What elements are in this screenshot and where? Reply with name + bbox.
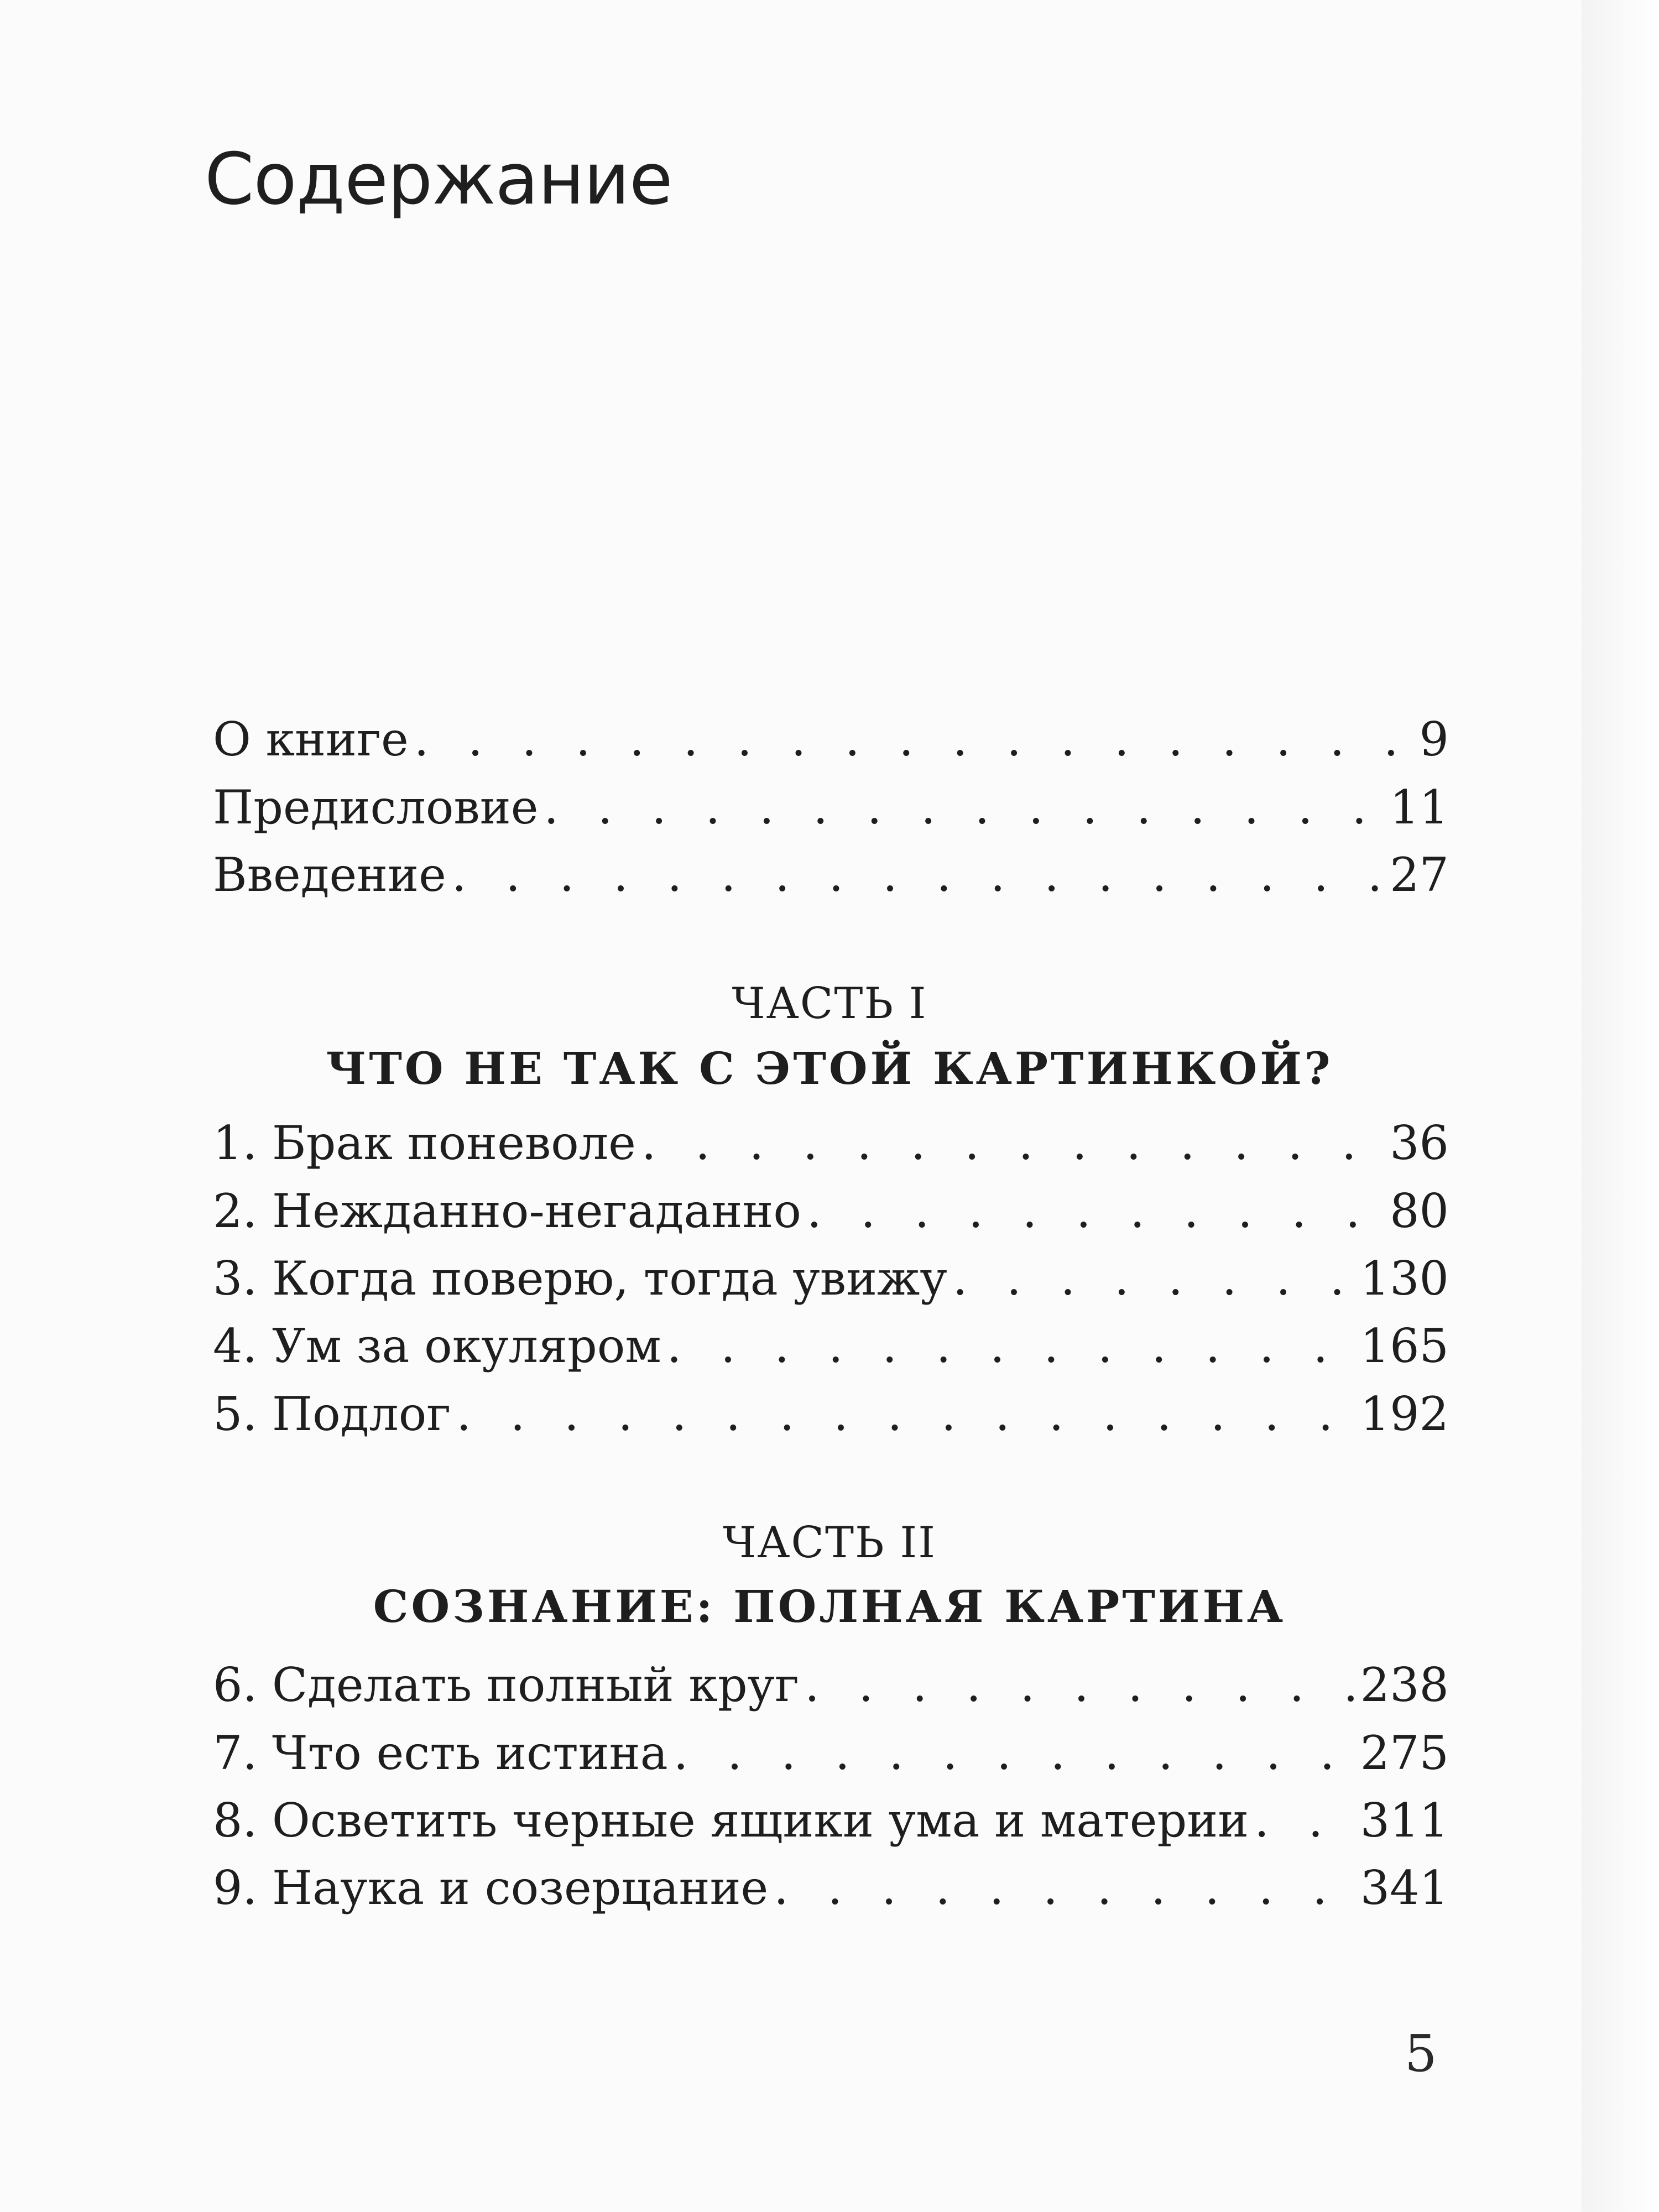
toc-entry bbox=[213, 1116, 1449, 1170]
dot-leader bbox=[414, 716, 1414, 763]
part-title: СОЗНАНИЕ: ПОЛНАЯ КАРТИНА bbox=[373, 1580, 1286, 1632]
toc-entry-page: 275 bbox=[1360, 1726, 1449, 1780]
toc-entry-page: 238 bbox=[1360, 1658, 1449, 1712]
toc-entry-label: 4. Ум за окуляром bbox=[213, 1319, 661, 1373]
toc-entry-page: 9 bbox=[1419, 712, 1449, 766]
dot-leader bbox=[544, 784, 1384, 831]
toc-entry-label: 2. Нежданно-негаданно bbox=[213, 1184, 801, 1238]
toc-entry-page: 11 bbox=[1390, 780, 1449, 834]
toc-entry-label: 3. Когда поверю, тогда увижу bbox=[213, 1251, 947, 1306]
toc-entry-label: 5. Подлог bbox=[213, 1387, 451, 1441]
toc-entry bbox=[213, 712, 1449, 766]
part-title: ЧТО НЕ ТАК С ЭТОЙ КАРТИНКОЙ? bbox=[326, 1042, 1333, 1094]
toc-entry-page: 311 bbox=[1360, 1793, 1449, 1848]
toc-entry bbox=[213, 1726, 1449, 1780]
dot-leader bbox=[674, 1730, 1355, 1776]
dot-leader bbox=[452, 852, 1384, 898]
toc-entry-page: 192 bbox=[1360, 1387, 1449, 1441]
toc-entry bbox=[213, 1658, 1449, 1712]
dot-leader bbox=[1254, 1797, 1354, 1844]
toc-entry bbox=[213, 1861, 1449, 1915]
toc-entry-page: 130 bbox=[1360, 1251, 1449, 1306]
dot-leader bbox=[641, 1120, 1384, 1166]
page-title: Содержание bbox=[205, 138, 672, 221]
toc-entry-page: 80 bbox=[1390, 1184, 1449, 1238]
toc-entry-label: 9. Наука и созерцание bbox=[213, 1861, 769, 1915]
toc-entry bbox=[213, 848, 1449, 902]
toc-entry bbox=[213, 1251, 1449, 1306]
dot-leader bbox=[456, 1391, 1354, 1437]
dot-leader bbox=[667, 1323, 1355, 1369]
toc-entry-page: 341 bbox=[1360, 1861, 1449, 1915]
toc-entry bbox=[213, 780, 1449, 834]
toc-entry-label: Введение bbox=[213, 848, 446, 902]
toc-entry bbox=[213, 1319, 1449, 1373]
dot-leader bbox=[805, 1662, 1355, 1708]
toc-entry-page: 27 bbox=[1390, 848, 1449, 902]
dot-leader bbox=[774, 1865, 1354, 1911]
toc-entry-label: 1. Брак поневоле bbox=[213, 1116, 636, 1170]
toc-entry-page: 165 bbox=[1360, 1319, 1449, 1373]
toc-entry bbox=[213, 1793, 1449, 1848]
toc-entry-label: 6. Сделать полный круг bbox=[213, 1658, 800, 1712]
dot-leader bbox=[953, 1255, 1355, 1302]
toc-entry-page: 36 bbox=[1390, 1116, 1449, 1170]
toc-entry-label: 7. Что есть истина bbox=[213, 1726, 668, 1780]
part-label: ЧАСТЬ I bbox=[732, 979, 927, 1029]
part-label: ЧАСТЬ II bbox=[722, 1518, 937, 1568]
toc-entry-label: 8. Осветить черные ящики ума и материи bbox=[213, 1793, 1249, 1848]
toc-entry bbox=[213, 1184, 1449, 1238]
toc-entry bbox=[213, 1387, 1449, 1441]
toc-entry-label: О книге bbox=[213, 712, 409, 766]
dot-leader bbox=[807, 1188, 1384, 1234]
page-edge bbox=[1582, 0, 1659, 2212]
page-number: 5 bbox=[1405, 2024, 1437, 2083]
toc-entry-label: Предисловие bbox=[213, 780, 539, 834]
